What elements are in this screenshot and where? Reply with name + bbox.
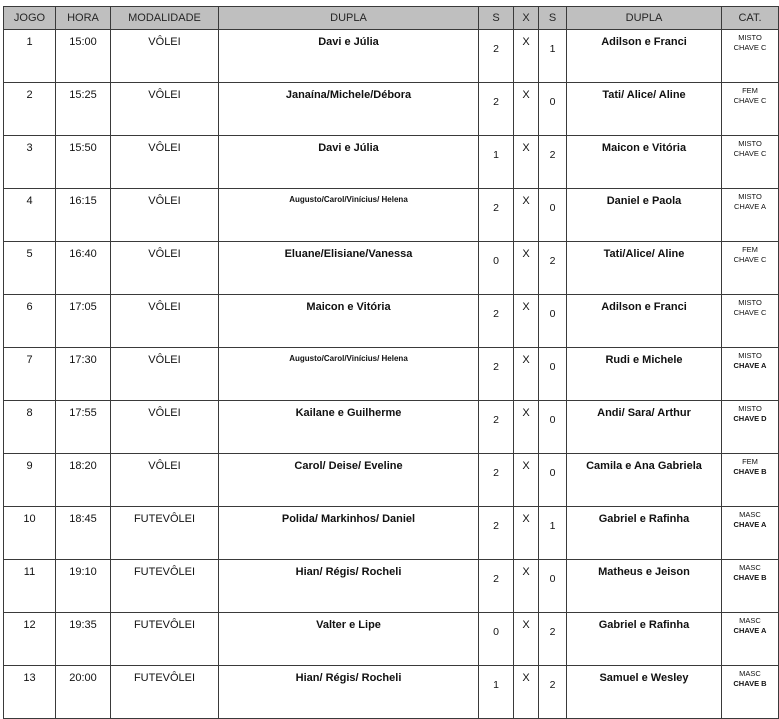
score-right-cell: 0 [539, 560, 567, 613]
schedule-sheet [3, 6, 767, 719]
category-cell [722, 507, 779, 560]
header-dupla-left: DUPLA [219, 7, 479, 30]
modalidade-cell: VÔLEI [111, 83, 219, 136]
jogo-cell: 8 [4, 401, 56, 454]
dupla-left-cell: Hian/ Régis/ Rocheli [219, 666, 479, 719]
modalidade-cell: FUTEVÔLEI [111, 560, 219, 613]
category-cell [722, 242, 779, 295]
category-cell [722, 136, 779, 189]
dupla-right-cell: Gabriel e Rafinha [567, 613, 722, 666]
dupla-left-cell: Davi e Júlia [219, 30, 479, 83]
dupla-right-cell: Gabriel e Rafinha [567, 507, 722, 560]
category-type: MASC [739, 510, 761, 519]
table-row [4, 189, 779, 242]
category-cell [722, 30, 779, 83]
dupla-left-cell: Augusto/Carol/Vinícius/ Helena [219, 189, 479, 242]
table-row [4, 83, 779, 136]
score-left-cell: 2 [479, 507, 514, 560]
table-row [4, 30, 779, 83]
category-type: MISTO [738, 139, 762, 148]
dupla-right-cell: Adilson e Franci [567, 30, 722, 83]
table-row [4, 507, 779, 560]
header-row [4, 7, 779, 30]
modalidade-cell: VÔLEI [111, 30, 219, 83]
modalidade-cell: FUTEVÔLEI [111, 507, 219, 560]
score-right-cell: 1 [539, 507, 567, 560]
hora-cell: 18:45 [56, 507, 111, 560]
games-body [4, 30, 779, 719]
score-left-cell: 0 [479, 242, 514, 295]
hora-cell: 15:50 [56, 136, 111, 189]
score-right-cell: 1 [539, 30, 567, 83]
table-row [4, 295, 779, 348]
table-row [4, 454, 779, 507]
versus-cell: X [514, 295, 539, 348]
versus-cell: X [514, 613, 539, 666]
hora-cell: 16:40 [56, 242, 111, 295]
score-left-cell: 0 [479, 613, 514, 666]
header-score-right: S [539, 7, 567, 30]
versus-cell: X [514, 560, 539, 613]
jogo-cell: 9 [4, 454, 56, 507]
category-type: MASC [739, 563, 761, 572]
dupla-left-cell: Eluane/Elisiane/Vanessa [219, 242, 479, 295]
modalidade-cell: FUTEVÔLEI [111, 666, 219, 719]
versus-cell: X [514, 83, 539, 136]
modalidade-cell: VÔLEI [111, 454, 219, 507]
category-group: CHAVE B [733, 679, 767, 688]
dupla-left-cell: Maicon e Vitória [219, 295, 479, 348]
hora-cell: 16:15 [56, 189, 111, 242]
score-left-cell: 2 [479, 30, 514, 83]
category-group: CHAVE A [733, 626, 767, 635]
category-group: CHAVE C [733, 149, 767, 158]
category-group: CHAVE D [733, 414, 767, 423]
score-right-cell: 0 [539, 348, 567, 401]
jogo-cell: 7 [4, 348, 56, 401]
header-modalidade: MODALIDADE [111, 7, 219, 30]
category-cell [722, 83, 779, 136]
modalidade-cell: FUTEVÔLEI [111, 613, 219, 666]
score-left-cell: 2 [479, 295, 514, 348]
jogo-cell: 10 [4, 507, 56, 560]
category-type: MISTO [738, 192, 762, 201]
category-group: CHAVE C [733, 96, 767, 105]
jogo-cell: 11 [4, 560, 56, 613]
category-type: FEM [742, 86, 758, 95]
hora-cell: 20:00 [56, 666, 111, 719]
category-cell [722, 189, 779, 242]
versus-cell: X [514, 189, 539, 242]
category-group: CHAVE A [733, 361, 767, 370]
score-right-cell: 2 [539, 136, 567, 189]
hora-cell: 19:35 [56, 613, 111, 666]
hora-cell: 19:10 [56, 560, 111, 613]
versus-cell: X [514, 30, 539, 83]
dupla-right-cell: Maicon e Vitória [567, 136, 722, 189]
modalidade-cell: VÔLEI [111, 348, 219, 401]
modalidade-cell: VÔLEI [111, 136, 219, 189]
score-right-cell: 2 [539, 613, 567, 666]
category-group: CHAVE A [734, 202, 766, 211]
category-group: CHAVE C [733, 308, 767, 317]
modalidade-cell: VÔLEI [111, 242, 219, 295]
category-cell [722, 454, 779, 507]
jogo-cell: 4 [4, 189, 56, 242]
category-group: CHAVE C [733, 43, 767, 52]
jogo-cell: 13 [4, 666, 56, 719]
jogo-cell: 2 [4, 83, 56, 136]
dupla-left-cell: Janaína/Michele/Débora [219, 83, 479, 136]
score-left-cell: 1 [479, 136, 514, 189]
dupla-right-cell: Adilson e Franci [567, 295, 722, 348]
score-left-cell: 2 [479, 83, 514, 136]
versus-cell: X [514, 507, 539, 560]
versus-cell: X [514, 401, 539, 454]
category-cell [722, 348, 779, 401]
jogo-cell: 3 [4, 136, 56, 189]
modalidade-cell: VÔLEI [111, 295, 219, 348]
modalidade-cell: VÔLEI [111, 401, 219, 454]
header-hora: HORA [56, 7, 111, 30]
table-row [4, 401, 779, 454]
category-cell [722, 295, 779, 348]
dupla-left-cell: Hian/ Régis/ Rocheli [219, 560, 479, 613]
score-right-cell: 2 [539, 242, 567, 295]
games-table [3, 6, 779, 719]
header-versus: X [514, 7, 539, 30]
category-type: MISTO [738, 33, 762, 42]
score-left-cell: 2 [479, 401, 514, 454]
table-row [4, 560, 779, 613]
category-type: MISTO [738, 351, 762, 360]
hora-cell: 18:20 [56, 454, 111, 507]
dupla-left-cell: Davi e Júlia [219, 136, 479, 189]
table-row [4, 242, 779, 295]
table-row [4, 666, 779, 719]
dupla-left-cell: Kailane e Guilherme [219, 401, 479, 454]
hora-cell: 17:05 [56, 295, 111, 348]
jogo-cell: 12 [4, 613, 56, 666]
hora-cell: 15:00 [56, 30, 111, 83]
category-cell [722, 613, 779, 666]
jogo-cell: 1 [4, 30, 56, 83]
dupla-right-cell: Tati/ Alice/ Aline [567, 83, 722, 136]
jogo-cell: 5 [4, 242, 56, 295]
category-group: CHAVE B [733, 573, 767, 582]
dupla-left-cell: Carol/ Deise/ Eveline [219, 454, 479, 507]
dupla-left-cell: Polida/ Markinhos/ Daniel [219, 507, 479, 560]
score-right-cell: 0 [539, 189, 567, 242]
versus-cell: X [514, 242, 539, 295]
score-right-cell: 0 [539, 295, 567, 348]
score-left-cell: 2 [479, 348, 514, 401]
score-right-cell: 0 [539, 454, 567, 507]
score-right-cell: 0 [539, 83, 567, 136]
category-type: MASC [739, 669, 761, 678]
category-type: MASC [739, 616, 761, 625]
versus-cell: X [514, 454, 539, 507]
category-type: MISTO [738, 404, 762, 413]
score-left-cell: 1 [479, 666, 514, 719]
table-row [4, 348, 779, 401]
header-category: CAT. [722, 7, 779, 30]
hora-cell: 17:30 [56, 348, 111, 401]
dupla-left-cell: Valter e Lipe [219, 613, 479, 666]
dupla-right-cell: Camila e Ana Gabriela [567, 454, 722, 507]
category-type: MISTO [738, 298, 762, 307]
category-type: FEM [742, 245, 758, 254]
dupla-right-cell: Daniel e Paola [567, 189, 722, 242]
table-row [4, 136, 779, 189]
dupla-right-cell: Samuel e Wesley [567, 666, 722, 719]
dupla-right-cell: Tati/Alice/ Aline [567, 242, 722, 295]
versus-cell: X [514, 136, 539, 189]
header-score-left: S [479, 7, 514, 30]
category-type: FEM [742, 457, 758, 466]
category-cell [722, 666, 779, 719]
score-right-cell: 2 [539, 666, 567, 719]
category-group: CHAVE C [733, 255, 767, 264]
header-dupla-right: DUPLA [567, 7, 722, 30]
hora-cell: 17:55 [56, 401, 111, 454]
jogo-cell: 6 [4, 295, 56, 348]
versus-cell: X [514, 348, 539, 401]
score-left-cell: 2 [479, 189, 514, 242]
versus-cell: X [514, 666, 539, 719]
category-cell [722, 560, 779, 613]
modalidade-cell: VÔLEI [111, 189, 219, 242]
header-jogo: JOGO [4, 7, 56, 30]
category-group: CHAVE A [733, 520, 767, 529]
table-row [4, 613, 779, 666]
dupla-left-cell: Augusto/Carol/Vinícius/ Helena [219, 348, 479, 401]
dupla-right-cell: Matheus e Jeison [567, 560, 722, 613]
hora-cell: 15:25 [56, 83, 111, 136]
category-group: CHAVE B [733, 467, 767, 476]
category-cell [722, 401, 779, 454]
score-left-cell: 2 [479, 560, 514, 613]
score-left-cell: 2 [479, 454, 514, 507]
dupla-right-cell: Rudi e Michele [567, 348, 722, 401]
dupla-right-cell: Andi/ Sara/ Arthur [567, 401, 722, 454]
score-right-cell: 0 [539, 401, 567, 454]
